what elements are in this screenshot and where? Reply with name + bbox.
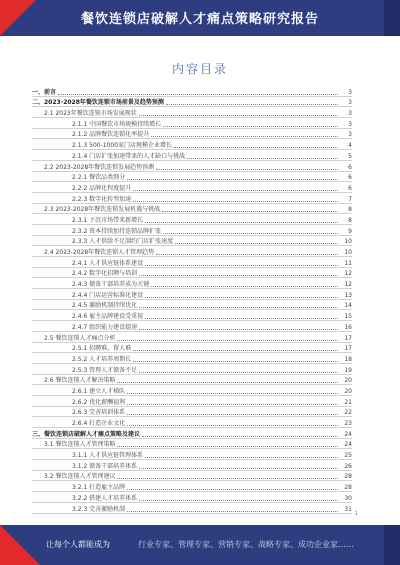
toc-leader-dots xyxy=(156,169,338,170)
toc-entry-page: 24 xyxy=(344,430,352,438)
toc-entry-label: 3.1 餐饮连锁人才管理策略 xyxy=(44,441,116,449)
toc-entry-page: 9 xyxy=(348,227,352,235)
toc-entry-label: 2.4.2 数字化招聘与培训 xyxy=(72,270,138,278)
toc-leader-dots xyxy=(174,147,338,148)
toc-entry-label: 2.5 餐饮连锁人才痛点分析 xyxy=(44,334,116,342)
toc-leader-dots xyxy=(58,94,338,95)
toc-entry[interactable] xyxy=(32,289,352,300)
toc-leader-dots xyxy=(127,489,338,490)
toc-leader-dots xyxy=(127,414,338,415)
toc-entry-page: 10 xyxy=(344,238,352,246)
toc-entry[interactable] xyxy=(32,150,352,161)
toc-leader-dots xyxy=(133,190,338,191)
toc-entry-page: 8 xyxy=(348,206,352,214)
toc-entry[interactable] xyxy=(32,214,352,225)
toc-entry-label: 2.4.7 组织能力建设提速 xyxy=(72,323,138,331)
toc-entry-page: 5 xyxy=(348,152,352,160)
toc-entry-label: 2.6 餐饮连锁人才解决策略 xyxy=(44,377,116,385)
toc-leader-dots xyxy=(139,500,338,501)
toc-entry-label: 3.2.1 打造雇主品牌 xyxy=(72,484,126,492)
toc-entry-page: 15 xyxy=(344,313,352,321)
toc-leader-dots xyxy=(145,318,338,319)
toc-entry[interactable] xyxy=(32,139,352,150)
toc-heading: 内容目录 xyxy=(171,62,228,76)
toc-leader-dots xyxy=(139,468,338,469)
toc-leader-dots xyxy=(175,243,338,244)
toc-entry-label: 三、餐饮连锁店破解人才痛点策略及建议 xyxy=(32,430,141,438)
toc-entry-label: 3.2.2 搭建人才培养体系 xyxy=(72,494,138,502)
toc-entry-page: 7 xyxy=(348,195,352,203)
toc-entry[interactable] xyxy=(32,310,352,321)
toc-entry-page: 13 xyxy=(344,291,352,299)
toc-entry-page: 3 xyxy=(348,131,352,139)
toc-leader-dots xyxy=(133,361,338,362)
toc-entry[interactable] xyxy=(32,428,352,439)
toc-entry-label: 2.1.3 500-1000家门店规模企业增长 xyxy=(72,142,173,150)
toc-entry-page: 17 xyxy=(344,334,352,342)
toc-entry-page: 12 xyxy=(344,281,352,289)
footer-right-stripe xyxy=(384,525,400,565)
toc-leader-dots xyxy=(162,211,338,212)
toc-entry-page: 11 xyxy=(344,259,352,267)
toc-entry-page: 12 xyxy=(344,270,352,278)
toc-leader-dots xyxy=(151,286,338,287)
toc-entry-page: 6 xyxy=(348,174,352,182)
toc-entry-label: 2.2 2023-2028年餐饮连锁发展趋势预测 xyxy=(44,163,155,171)
footer-bar xyxy=(0,525,400,565)
toc-leader-dots xyxy=(117,478,338,479)
toc-entry[interactable] xyxy=(32,375,352,386)
toc-leader-dots xyxy=(127,511,338,512)
toc-entry-page: 14 xyxy=(344,302,352,310)
toc-leader-dots xyxy=(166,104,338,105)
toc-entry[interactable] xyxy=(32,503,352,514)
toc-entry-page: 20 xyxy=(344,387,352,395)
toc-entry-page: 10 xyxy=(344,249,352,256)
toc-entry-label: 3.1.1 人才供应链管理体系 xyxy=(72,452,144,460)
toc-entry-page: 22 xyxy=(344,409,352,417)
toc-entry[interactable] xyxy=(32,268,352,279)
toc-entry[interactable] xyxy=(32,204,352,215)
toc-entry-page: 16 xyxy=(344,323,352,331)
toc-entry-label: 2.5.1 招聘难、留人难 xyxy=(72,345,132,353)
toc-entry-page: 24 xyxy=(344,441,352,449)
page-number: 1 xyxy=(354,511,358,517)
toc-leader-dots xyxy=(187,158,338,159)
toc-entry-label: 3.2.3 完善激励机制 xyxy=(72,505,126,513)
toc-entry-label: 2.4.1 人才供应链体系建设 xyxy=(72,259,144,267)
toc-entry[interactable] xyxy=(32,417,352,428)
toc-entry-label: 2.6.4 打造企业文化 xyxy=(72,420,126,427)
toc-entry-label: 一、前言 xyxy=(32,88,57,96)
toc-leader-dots xyxy=(145,457,338,458)
toc-leader-dots xyxy=(139,372,338,373)
toc-entry[interactable] xyxy=(32,172,352,183)
toc-entry[interactable] xyxy=(32,364,352,375)
toc-entry-page: 3 xyxy=(348,99,352,107)
toc-entry-label: 2.1 2023年餐饮连锁市场发展现状 xyxy=(44,110,137,118)
toc-entry-page: 20 xyxy=(344,377,352,385)
toc-entry[interactable] xyxy=(32,460,352,471)
toc-entry-label: 2.1.4 门店扩张加速带来的人才缺口与挑战 xyxy=(72,152,186,160)
toc-entry[interactable] xyxy=(32,225,352,236)
toc-entry-label: 二、2023-2028年餐饮连锁市场前景及趋势预测 xyxy=(32,99,164,107)
toc-leader-dots xyxy=(117,340,338,341)
toc-leader-dots xyxy=(142,436,338,437)
toc-entry-page: 17 xyxy=(344,345,352,353)
toc-entry-page: 18 xyxy=(344,355,352,363)
toc-entry-label: 2.6.1 建立人才梯队 xyxy=(72,387,126,395)
toc-leader-dots xyxy=(133,201,338,202)
toc-entry[interactable] xyxy=(32,86,352,97)
toc-entry-label: 3.2 餐饮连锁人才管理建议 xyxy=(44,473,116,481)
toc-leader-dots xyxy=(139,307,338,308)
toc-entry-label: 2.6.3 完善培训体系 xyxy=(72,409,126,417)
toc-entry-label: 2.5.2 人才培养周期长 xyxy=(72,355,132,363)
toc-leader-dots xyxy=(163,233,338,234)
toc-leader-dots xyxy=(139,329,338,330)
toc-leader-dots xyxy=(127,425,338,426)
toc-entry[interactable] xyxy=(32,396,352,407)
toc-entry[interactable] xyxy=(32,257,352,268)
toc-entry[interactable] xyxy=(32,385,352,396)
toc-entry-page: 4 xyxy=(348,142,352,150)
toc-leader-dots xyxy=(133,350,338,351)
toc-entry-page: 31 xyxy=(344,505,352,513)
toc-leader-dots xyxy=(117,446,338,447)
toc-entry-label: 2.2.3 数字化转型加速 xyxy=(72,195,132,203)
toc-leader-dots xyxy=(145,297,338,298)
toc-leader-dots xyxy=(145,265,338,266)
toc-entry[interactable] xyxy=(32,97,352,108)
toc-leader-dots xyxy=(139,115,338,116)
toc-entry[interactable] xyxy=(32,118,352,129)
toc-entry-page: 25 xyxy=(344,452,352,460)
toc-entry-page: 28 xyxy=(344,473,352,481)
toc-entry-label: 2.6.2 优化薪酬福利 xyxy=(72,398,126,406)
toc-entry-label: 2.3.1 下沉市场带来新增长 xyxy=(72,216,144,224)
footer-slogan-left: 让每个人都能成为 xyxy=(46,540,110,549)
toc-entry-page: 3 xyxy=(348,110,352,118)
toc-entry[interactable] xyxy=(32,492,352,503)
toc-entry-label: 2.4.3 储备干部培养成为关键 xyxy=(72,281,150,289)
toc-entry[interactable] xyxy=(32,278,352,289)
toc-leader-dots xyxy=(139,275,338,276)
toc-leader-dots xyxy=(127,393,338,394)
toc-entry-page: 6 xyxy=(348,163,352,171)
toc-entry[interactable] xyxy=(32,300,352,311)
toc-entry-page: 19 xyxy=(344,366,352,374)
toc-entry-page: 8 xyxy=(348,216,352,224)
toc-entry-label: 2.4.4 门店运营标准化建设 xyxy=(72,291,144,299)
toc-leader-dots xyxy=(127,404,338,405)
toc-entry-label: 2.4 2023-2028年餐饮连锁人才管理趋势 xyxy=(44,249,155,256)
toc-leader-dots xyxy=(117,382,338,383)
report-title: 餐饮连锁店破解人才痛点策略研究报告 xyxy=(80,12,319,27)
toc-entry[interactable] xyxy=(32,182,352,193)
toc-entry-label: 2.3.3 人才供给不足制约门店扩张速度 xyxy=(72,238,174,246)
footer-slogan-right: 行业专家、管理专家、营销专家、战略专家、成功企业家…… xyxy=(138,540,354,549)
toc-entry-page: 3 xyxy=(348,88,352,96)
table-of-contents xyxy=(32,86,352,514)
toc-entry[interactable] xyxy=(32,439,352,450)
footer-red-triangle xyxy=(0,525,40,565)
toc-leader-dots xyxy=(151,136,338,137)
toc-entry[interactable] xyxy=(32,332,352,343)
toc-entry-label: 2.1.1 中国餐饮市场规模持续增长 xyxy=(72,120,162,128)
toc-entry-label: 2.1.2 品牌餐饮连锁化率提升 xyxy=(72,131,150,139)
toc-entry[interactable] xyxy=(32,193,352,204)
toc-entry[interactable] xyxy=(32,353,352,364)
toc-entry-page: 3 xyxy=(348,120,352,128)
toc-entry-page: 21 xyxy=(344,398,352,406)
toc-entry-page: 30 xyxy=(344,494,352,502)
toc-entry-label: 2.3 2023-2028年餐饮连锁发展机遇与挑战 xyxy=(44,206,161,214)
toc-entry[interactable] xyxy=(32,449,352,460)
toc-entry-label: 2.3.2 资本持续加持连锁品牌扩张 xyxy=(72,227,162,235)
toc-leader-dots xyxy=(156,254,338,255)
toc-entry-label: 2.2.2 品牌化程度提升 xyxy=(72,184,132,192)
toc-entry[interactable] xyxy=(32,481,352,492)
toc-entry[interactable] xyxy=(32,246,352,257)
toc-entry-label: 2.2.1 餐饮品类细分 xyxy=(72,174,126,182)
toc-leader-dots xyxy=(145,222,338,223)
toc-entry-label: 3.1.2 储备干部培养体系 xyxy=(72,462,138,470)
toc-entry[interactable] xyxy=(32,343,352,354)
toc-leader-dots xyxy=(127,179,338,180)
toc-entry[interactable] xyxy=(32,129,352,140)
toc-entry-label: 2.4.6 雇主品牌建设受重视 xyxy=(72,313,144,321)
toc-entry[interactable] xyxy=(32,407,352,418)
toc-entry-label: 2.4.5 激励机制持续优化 xyxy=(72,302,138,310)
toc-entry-page: 28 xyxy=(344,484,352,492)
toc-entry[interactable] xyxy=(32,236,352,247)
toc-entry[interactable] xyxy=(32,321,352,332)
toc-leader-dots xyxy=(163,126,338,127)
toc-entry[interactable] xyxy=(32,471,352,482)
toc-entry-page: 6 xyxy=(348,184,352,192)
toc-entry-page: 23 xyxy=(344,420,352,427)
toc-entry-page: 26 xyxy=(344,462,352,470)
toc-entry[interactable] xyxy=(32,107,352,118)
toc-entry[interactable] xyxy=(32,161,352,172)
toc-entry-label: 2.5.3 管理人才储备不足 xyxy=(72,366,138,374)
